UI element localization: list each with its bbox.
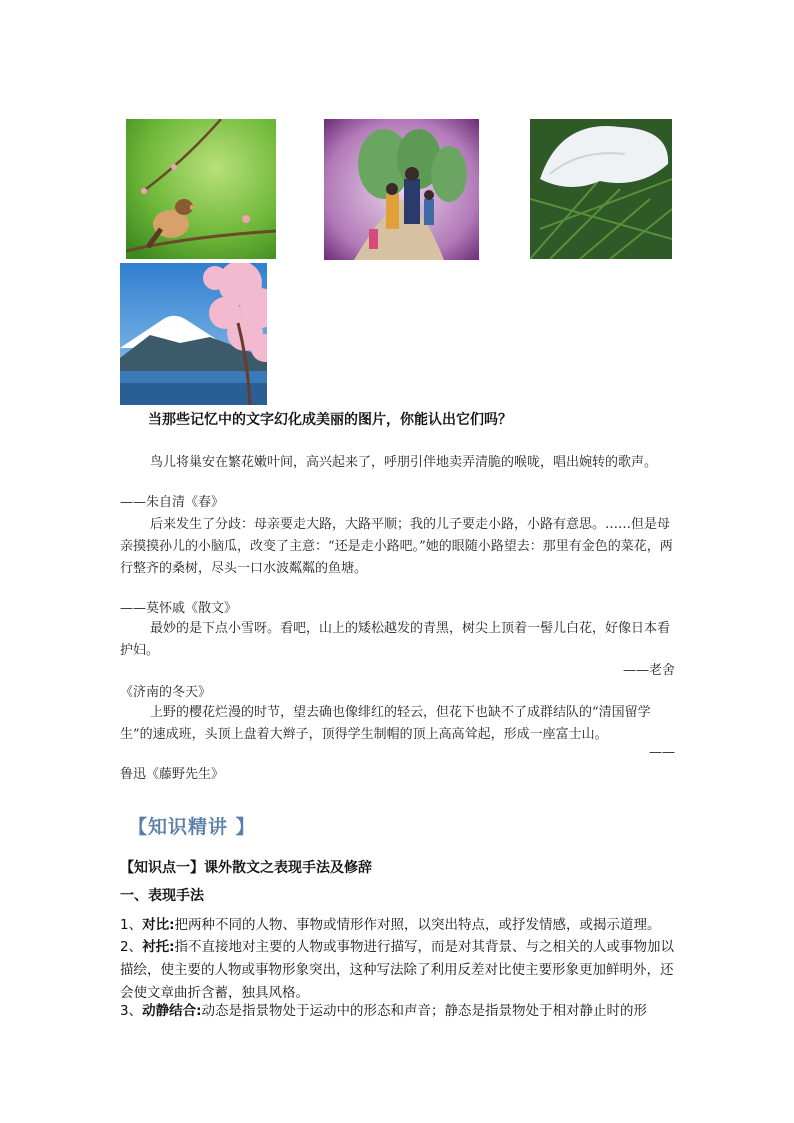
quote-2-text: 后来发生了分歧：母亲要走大路，大路平顺；我的儿子要走小路，小路有意思。……但是母亲摸摸孙儿的小脑瓜，改变了主意：“还是走小路吧。”她的眼随小路望去：那里有金色的菜花，两行整齐的桑树，尽头一口水波粼粼的鱼塘。 (120, 517, 673, 576)
section-heading: 【知识精讲 】 (128, 816, 256, 838)
subheading-techniques: 一、表现手法 (120, 888, 204, 904)
item-foil-num: 2、 (120, 939, 143, 955)
snow-pine-photo (530, 119, 672, 259)
quote-4-text: 上野的樱花烂漫的时节，望去确也像绯红的轻云，但花下也缺不了成群结队的“清国留学生”的速成班，头顶上盘着大辫子，顶得学生制帽的顶上高高耸起，形成一座富士山。 (120, 705, 651, 742)
item-foil-desc: 指不直接地对主要的人物或事物进行描写，而是对其背景、与之相关的人或事物加以描绘，使主要的人物或事物形象突出，这种写法除了利用反差对比使主要形象更加鲜明外，还会使文章曲折含蓄，独具风格。 (120, 939, 674, 1001)
item-contrast-num: 1、 (120, 917, 143, 933)
item-contrast-desc: 把两种不同的人物、事物或情形作对照，以突出特点，或抒发情感，或揭示道理。 (174, 917, 661, 933)
item-foil (120, 936, 675, 1005)
item-motion-desc: 动态是指景物处于运动中的形态和声音；静态是指景物处于相对静止时的形 (201, 1003, 647, 1019)
bird-photo (126, 119, 276, 259)
item-motion-num: 3、 (120, 1003, 143, 1019)
knowledge-point-title: 【知识点一】课外散文之表现手法及修辞 (120, 860, 372, 876)
item-contrast (120, 914, 675, 937)
quote-3-source-title: 《济南的冬天》 (120, 685, 212, 700)
question-text: 当那些记忆中的文字幻化成美丽的图片，你能认出它们吗？ (148, 412, 512, 428)
item-foil-term: 衬托: (142, 939, 175, 955)
quote-4-source-title: 鲁迅《藤野先生》 (120, 767, 225, 782)
quote-3-source-author: ——老舍 (622, 663, 675, 678)
family-painting (324, 119, 479, 260)
quote-4-source-dash: —— (649, 745, 675, 760)
quote-1-text: 鸟儿将巢安在繁花嫩叶间，高兴起来了，呼朋引伴地卖弄清脆的喉咙，唱出婉转的歌声。 (150, 455, 658, 470)
item-motion-term: 动静结合: (142, 1003, 202, 1019)
fuji-photo (120, 263, 267, 405)
quote-3-text: 最妙的是下点小雪呀。看吧，山上的矮松越发的青黑，树尖上顶着一髻儿白花，好像日本看护妇。 (120, 621, 671, 658)
item-motion-stillness (120, 1000, 675, 1023)
quote-1-source: ——朱自清《春》 (120, 495, 225, 510)
item-contrast-term: 对比: (142, 917, 175, 933)
quote-2-source: ——莫怀戚《散文》 (120, 601, 238, 616)
